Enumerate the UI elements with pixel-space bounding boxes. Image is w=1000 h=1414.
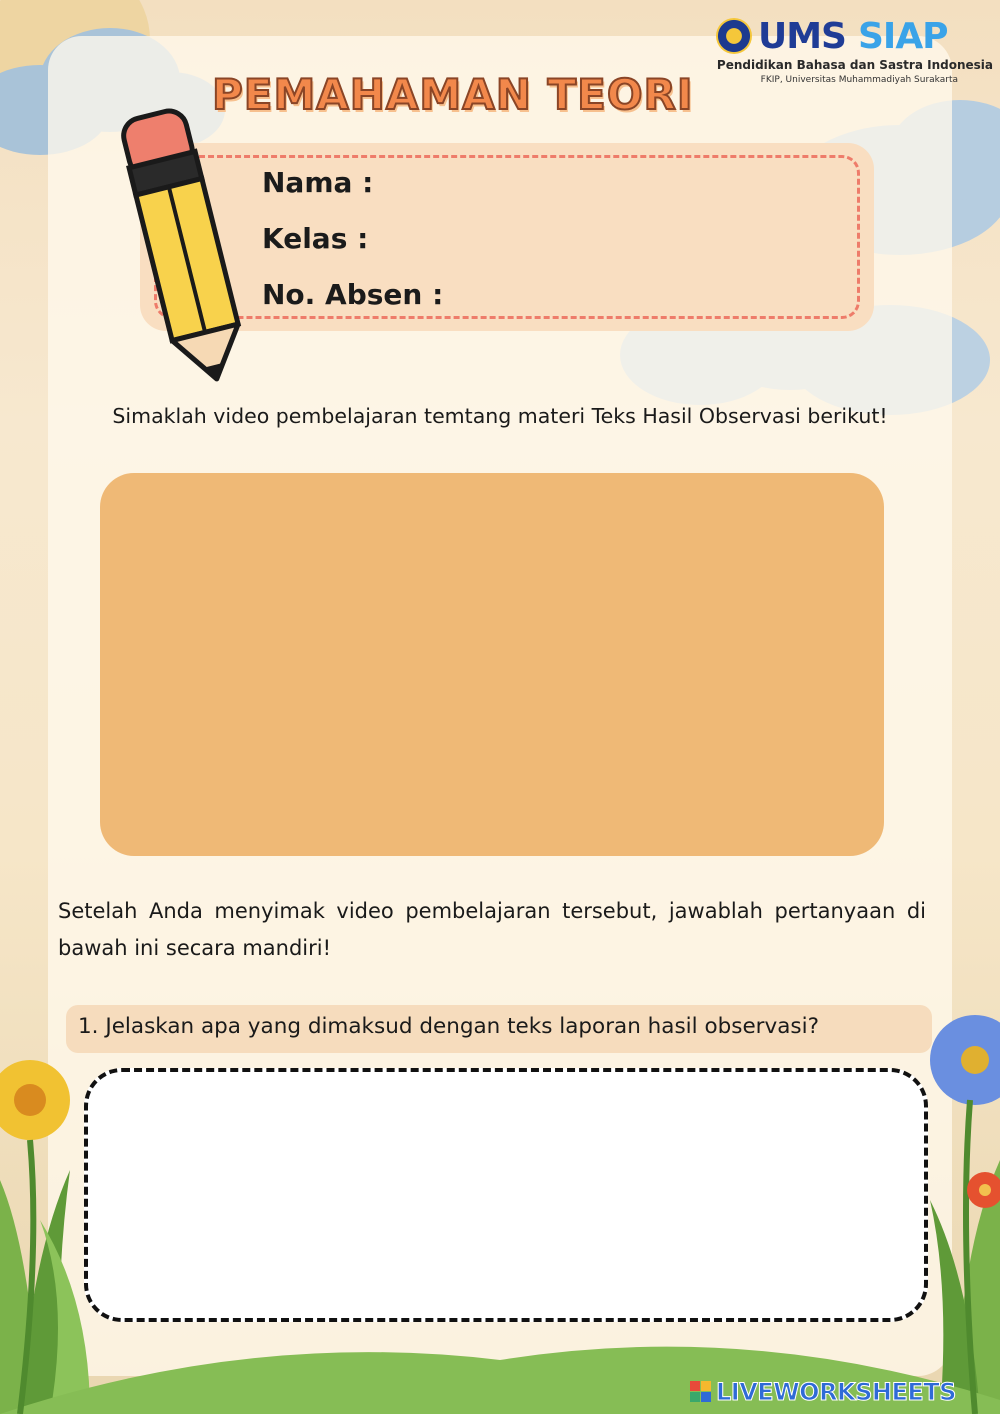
name-label: Nama : — [262, 166, 374, 199]
logo-program-name: Pendidikan Bahasa dan Sastra Indonesia — [716, 58, 993, 72]
task-paragraph: Setelah Anda menyimak video pembelajaran tersebut, jawablah pertanyaan di bawah ini secara mandiri! — [58, 899, 926, 960]
video-instruction: Simaklah video pembelajaran temtang materi Teks Hasil Observasi berikut! — [112, 404, 888, 428]
question-1-text: 1. Jelaskan apa yang dimaksud dengan teks laporan hasil observasi? — [78, 1014, 820, 1039]
liveworksheets-badge[interactable] — [690, 1376, 956, 1408]
logo-faculty-name: FKIP, Universitas Muhammadiyah Surakarta — [760, 75, 958, 85]
answer-1-input[interactable] — [84, 1068, 928, 1322]
page-title: PEMAHAMAN TEORI — [212, 70, 694, 119]
class-label: Kelas : — [262, 222, 369, 255]
liveworksheets-text: LIVEWORKSHEETS — [716, 1378, 956, 1406]
logo-brand-left: UMS — [758, 16, 846, 57]
red-flower-right — [967, 1172, 1000, 1208]
logo-brand-right: SIAP — [858, 16, 948, 57]
absence-number-label: No. Absen : — [262, 278, 444, 311]
grass-left — [0, 1170, 90, 1414]
liveworksheets-logo-icon — [690, 1381, 712, 1403]
